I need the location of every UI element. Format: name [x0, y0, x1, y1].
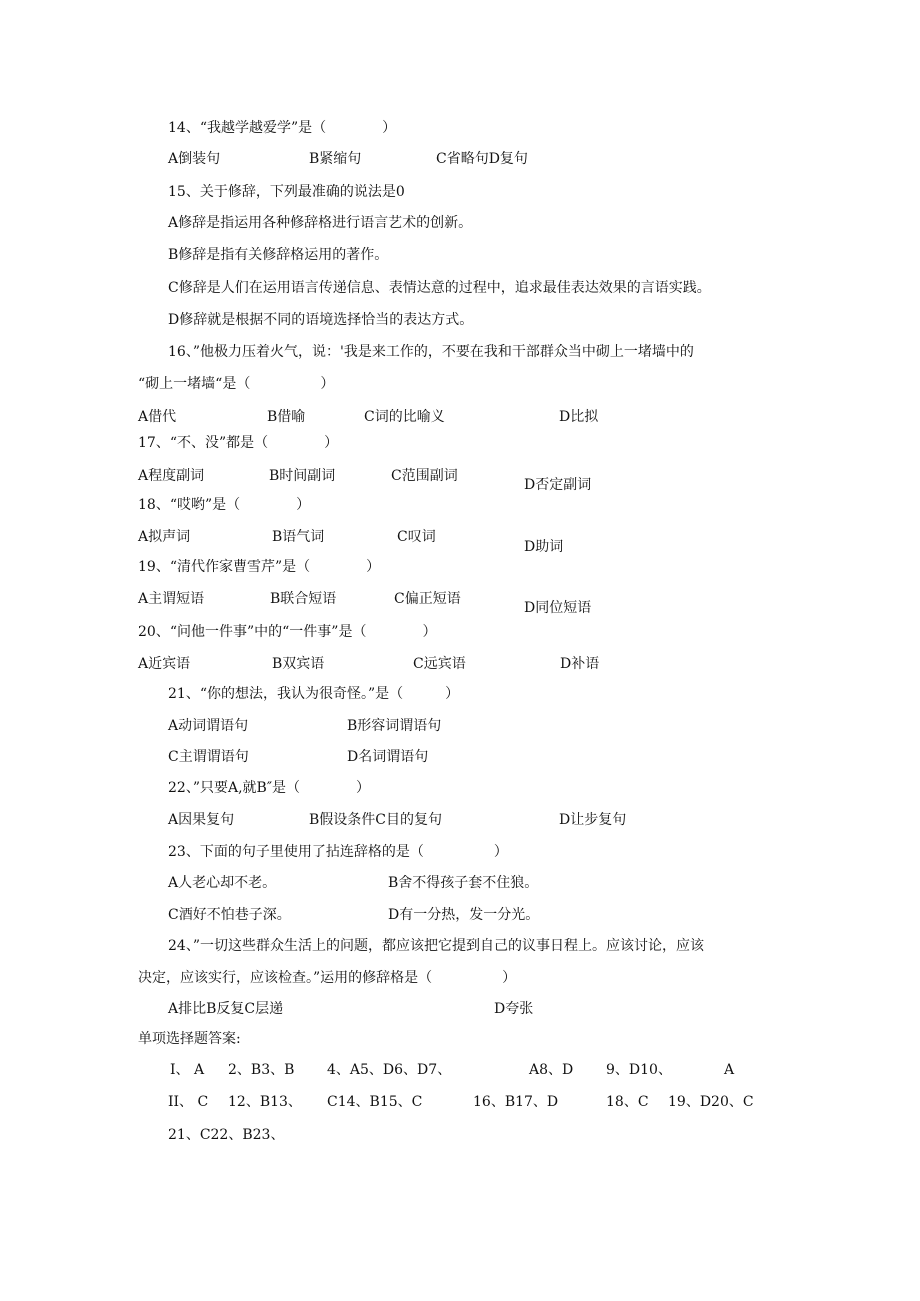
- question-24-option-d: D夸张: [494, 1001, 534, 1017]
- answers-title: 单项选择题答案:: [138, 1031, 241, 1047]
- question-15-option-b: B修辞是指有关修辞格运用的著作。: [168, 247, 389, 263]
- question-21-option-d: D名词谓语句: [347, 749, 429, 765]
- answer-cell: 2、B3、B: [228, 1062, 295, 1078]
- question-14-option-a: A倒装句: [168, 151, 221, 167]
- answer-cell: A8、D: [529, 1062, 574, 1078]
- question-22-option-bc: B假设条件C目的复句: [309, 812, 442, 828]
- question-15-option-c: C修辞是人们在运用语言传递信息、表情达意的过程中，追求最佳表达效果的言语实践。: [168, 280, 711, 296]
- question-23-option-a: A人老心却不老。: [168, 875, 277, 891]
- answer-cell: I、 A: [170, 1062, 205, 1078]
- question-16-option-a: A借代: [138, 409, 177, 425]
- question-20-stem: 20、“问他一件事”中的“一件事”是（ ）: [138, 624, 437, 640]
- question-15-option-a: A修辞是指运用各种修辞格进行语言艺术的创新。: [168, 215, 473, 231]
- question-17-option-c: C范围副词: [391, 468, 458, 484]
- question-19-stem: 19、“清代作家曹雪芹”是（ ）: [138, 559, 381, 575]
- answer-cell: 9、D10、: [606, 1062, 672, 1078]
- answer-cell: C14、B15、C: [327, 1094, 423, 1110]
- question-18-option-d: D助词: [524, 539, 564, 555]
- question-18-stem: 18、“哎哟”是（ ）: [138, 497, 311, 513]
- question-20-option-b: B双宾语: [272, 656, 325, 672]
- question-19-option-a: A主谓短语: [138, 591, 205, 607]
- question-17-option-b: B时间副词: [269, 468, 336, 484]
- question-19-option-c: C偏正短语: [394, 591, 461, 607]
- question-17-option-a: A程度副词: [138, 468, 205, 484]
- question-16-option-d: D比拟: [559, 409, 599, 425]
- question-17-option-d: D否定副词: [524, 477, 592, 493]
- question-19-option-b: B联合短语: [270, 591, 337, 607]
- question-22-option-a: A因果复句: [168, 812, 235, 828]
- question-22-option-d: D让步复句: [559, 812, 627, 828]
- question-19-option-d: D同位短语: [524, 600, 592, 616]
- question-21-option-c: C主谓谓语句: [168, 749, 249, 765]
- question-17-stem: 17、“不、没”都是（ ）: [138, 435, 339, 451]
- question-18-option-a: A拟声词: [138, 529, 191, 545]
- answer-cell: A: [724, 1062, 735, 1078]
- question-15-option-d: D修辞就是根据不同的语境选择恰当的表达方式。: [168, 312, 474, 328]
- answer-cell: II、 C: [168, 1094, 209, 1110]
- answer-cell: 18、C: [606, 1094, 649, 1110]
- answer-cell: 21、C22、B23、: [168, 1127, 285, 1143]
- question-16-stem-line1: 16、”他极力压着火气，说：'我是来工作的，不要在我和干部群众当中砌上一堵墙中的: [168, 344, 694, 360]
- question-23-option-c: C酒好不怕巷子深。: [168, 907, 291, 923]
- question-23-option-d: D有一分热，发一分光。: [388, 907, 540, 923]
- answer-cell: 12、B13、: [228, 1094, 302, 1110]
- question-24-option-abc: A排比B反复C层递: [168, 1001, 284, 1017]
- question-20-option-c: C远宾语: [413, 656, 466, 672]
- question-18-option-c: C叹词: [397, 529, 436, 545]
- question-15-stem: 15、关于修辞，下列最准确的说法是0: [168, 184, 405, 200]
- question-18-option-b: B语气词: [272, 529, 325, 545]
- question-16-option-b: B借喻: [267, 409, 306, 425]
- question-24-stem-line1: 24、”一切这些群众生活上的问题，都应该把它提到自己的议事日程上。应该讨论，应该: [168, 938, 704, 954]
- question-21-option-b: B形容词谓语句: [347, 718, 442, 734]
- question-21-option-a: A动词谓语句: [168, 718, 249, 734]
- question-20-option-d: D补语: [560, 656, 600, 672]
- answer-cell: 16、B17、D: [473, 1094, 559, 1110]
- question-14-option-cd: C省略句D复句: [436, 151, 528, 167]
- answer-cell: 4、A5、D6、D7、: [327, 1062, 452, 1078]
- question-20-option-a: A近宾语: [138, 656, 191, 672]
- question-16-option-c: C词的比喻义: [364, 409, 445, 425]
- question-14-stem: 14、“我越学越爱学”是（ ）: [168, 120, 397, 136]
- question-24-stem-line2: 决定，应该实行，应该检查。”运用的修辞格是（ ）: [138, 970, 517, 986]
- question-22-stem: 22、”只要A,就B″是（ ）: [168, 780, 371, 796]
- question-16-stem-line2: “砌上一堵墙“是（ ）: [138, 376, 335, 392]
- question-21-stem: 21、“你的想法，我认为很奇怪。”是（ ）: [168, 686, 460, 702]
- question-23-stem: 23、下面的句子里使用了拈连辞格的是（ ）: [168, 844, 508, 860]
- question-23-option-b: B舍不得孩子套不住狼。: [388, 875, 539, 891]
- question-14-option-b: B紧缩句: [309, 151, 362, 167]
- answer-cell: 19、D20、C: [668, 1094, 754, 1110]
